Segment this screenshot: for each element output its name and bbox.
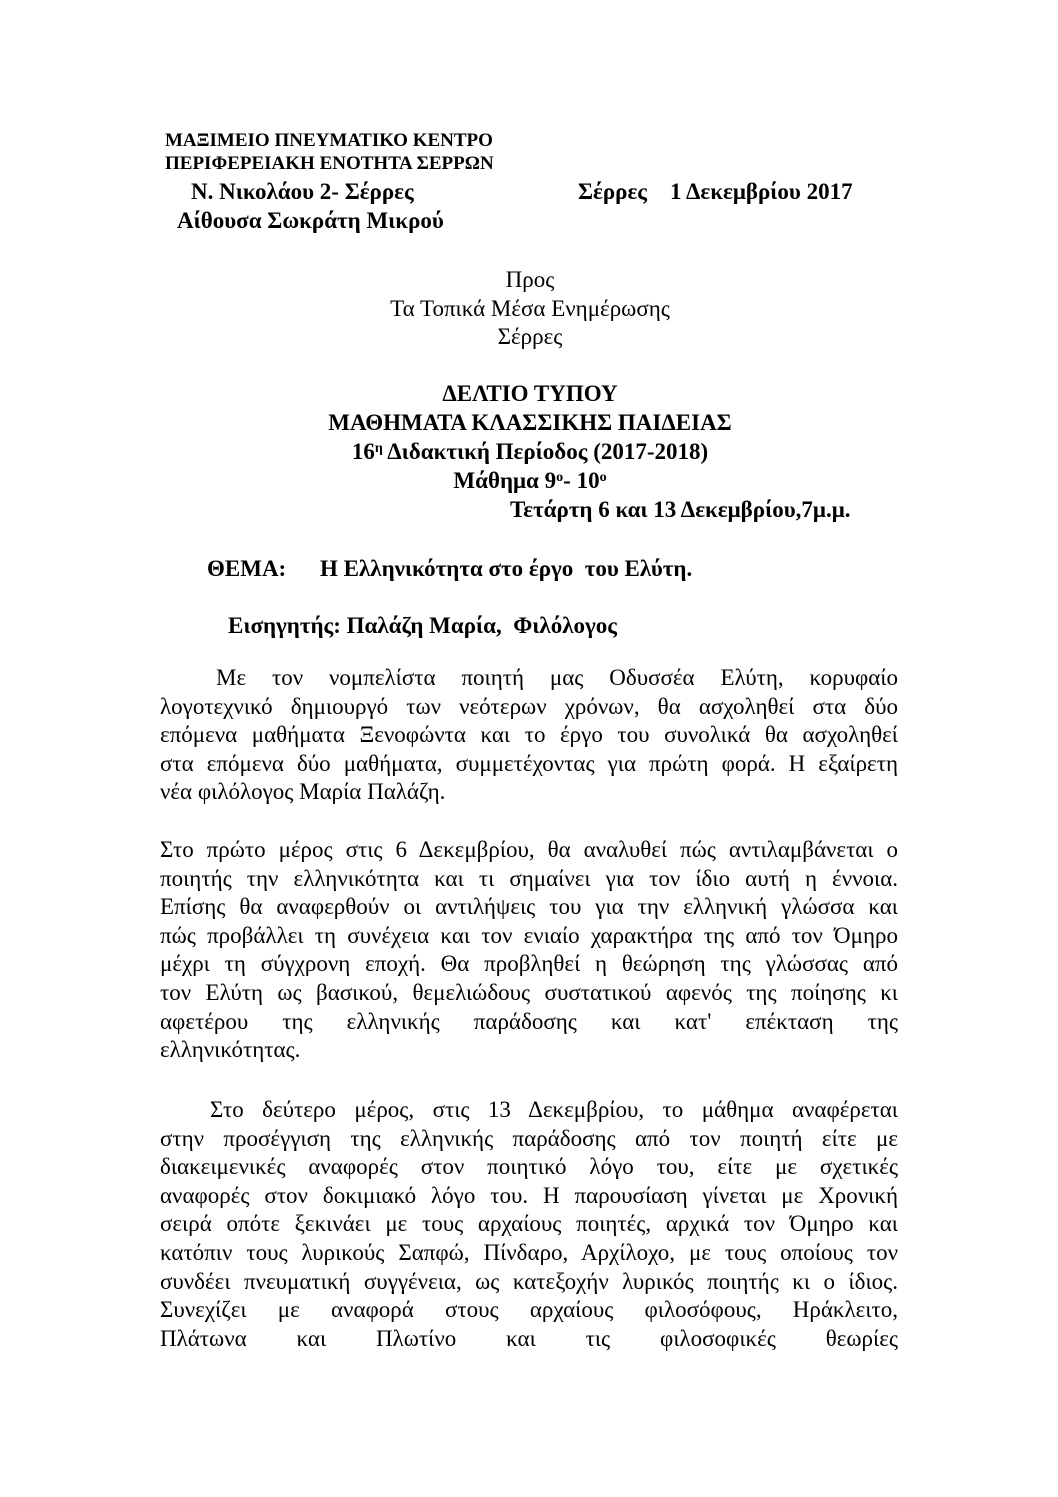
paragraph-intro [160, 664, 898, 807]
venue-hall: Αίθουσα Σωκράτη Μικρού [177, 208, 444, 233]
paragraph-line: νέα φιλόλογος Μαρία Παλάζη. [160, 779, 446, 805]
recipient-to: Προς [505, 267, 555, 292]
paragraph-line: Πλάτωνα και Πλωτίνο και τις φιλοσοφικές θεωρίες [160, 1325, 898, 1351]
org-name-line1: ΜΑΞΙΜΕΙΟ ΠΝΕΥΜΑΤΙΚΟ ΚΕΝΤΡΟ [165, 130, 493, 151]
paragraph-line: Συνεχίζει με αναφορά στους αρχαίους φιλοσόφους, Ηράκλειτο, [160, 1297, 898, 1323]
paragraph-line: λογοτεχνικό δημιουργό των νεότερων χρόνων, θα ασχοληθεί στα δύο [160, 693, 898, 719]
paragraph-line: στην προσέγγιση της ελληνικής παράδοσης από τον ποιητή είτε με [160, 1125, 898, 1151]
paragraph-line: Στο δεύτερο μέρος, στις 13 Δεκεμβρίου, το μάθημα αναφέρεται [210, 1097, 898, 1122]
paragraph-line: ποιητής την ελληνικότητα και τι σημαίνει για τον ίδιο αυτή η έννοια. [160, 865, 898, 891]
course-title: ΜΑΘΗΜΑΤΑ ΚΛΑΣΣΙΚΗΣ ΠΑΙΔΕΙΑΣ [328, 410, 732, 435]
paragraph-line: Στο πρώτο μέρος στις 6 Δεκεμβρίου, θα αναλυθεί πώς αντιλαμβάνεται ο [160, 837, 898, 862]
lesson-numbers: Μάθημα $9^o-$ $10^o$ [453, 468, 607, 493]
org-name-line2: ΠΕΡΙΦΕΡΕΙΑΚΗ ΕΝΟΤΗΤΑ ΣΕΡΡΩΝ [165, 153, 494, 174]
paragraph-line: κατόπιν τους λυρικούς Σαπφώ, Πίνδαρο, Αρχίλοχο, με τους οποίους τον [160, 1239, 898, 1265]
topic-label: ΘΕΜΑ: [207, 556, 287, 581]
document-date: Σέρρες 1 Δεκεμβρίου 2017 [578, 179, 853, 204]
paragraph-line: αφετέρου της ελληνικής παράδοσης και κατ' επέκταση της [160, 1008, 898, 1034]
lesson-dates: Τετάρτη 6 και 13 Δεκεμβρίου,7μ.μ. [510, 497, 851, 522]
paragraph-line: Επίσης θα αναφερθούν οι αντιλήψεις του για την ελληνική γλώσσα και [160, 894, 898, 920]
paragraph-part-one [160, 836, 898, 1065]
paragraph-line: στα επόμενα δύο μαθήματα, συμμετέχοντας για πρώτη φορά. Η εξαίρετη [160, 750, 898, 776]
topic-text: Η Ελληνικότητα στο έργο του Ελύτη. [320, 556, 693, 581]
paragraph-line: μέχρι τη σύγχρονη εποχή. Θα προβληθεί η θεώρηση της γλώσσας από [160, 951, 898, 977]
paragraph-part-two [160, 1096, 898, 1353]
paragraph-line: ελληνικότητας. [160, 1037, 301, 1063]
teaching-period: $16^\eta$ Διδακτική Περίοδος (2017-2018) [351, 439, 709, 464]
paragraph-line: σειρά οπότε ξεκινάει με τους αρχαίους ποιητές, αρχικά τον Όμηρο και [160, 1211, 898, 1237]
paragraph-line: συνδέει πνευματική συγγένεια, ως κατεξοχήν λυρικός ποιητής κι ο ίδιος. [160, 1268, 898, 1294]
paragraph-line: διακειμενικές αναφορές στον ποιητικό λόγο του, είτε με σχετικές [160, 1154, 898, 1180]
paragraph-line: επόμενα μαθήματα Ξενοφώντα και το έργο του συνολικά θα ασχοληθεί [160, 722, 898, 748]
paragraph-line: πώς προβάλλει τη συνέχεια και τον ενιαίο χαρακτήρα της από τον Όμηρο [160, 922, 898, 948]
paragraph-line: Με τον νομπελίστα ποιητή μας Οδυσσέα Ελύτη, κορυφαίο [216, 665, 898, 690]
org-address: Ν. Νικολάου 2- Σέρρες [191, 179, 414, 204]
press-release-title: ΔΕΛΤΙΟ ΤΥΠΟΥ [442, 381, 618, 406]
speaker: Εισηγητής: Παλάζη Μαρία, Φιλόλογος [228, 613, 617, 638]
recipient-line2: Σέρρες [497, 324, 563, 349]
recipient-line1: Τα Τοπικά Μέσα Ενημέρωσης [390, 296, 670, 321]
paragraph-line: αναφορές στον δοκιμιακό λόγο του. Η παρουσίαση γίνεται με Χρονική [160, 1182, 898, 1208]
paragraph-line: τον Ελύτη ως βασικού, θεμελιώδους συστατικού αφενός της ποίησης κι [160, 979, 898, 1005]
